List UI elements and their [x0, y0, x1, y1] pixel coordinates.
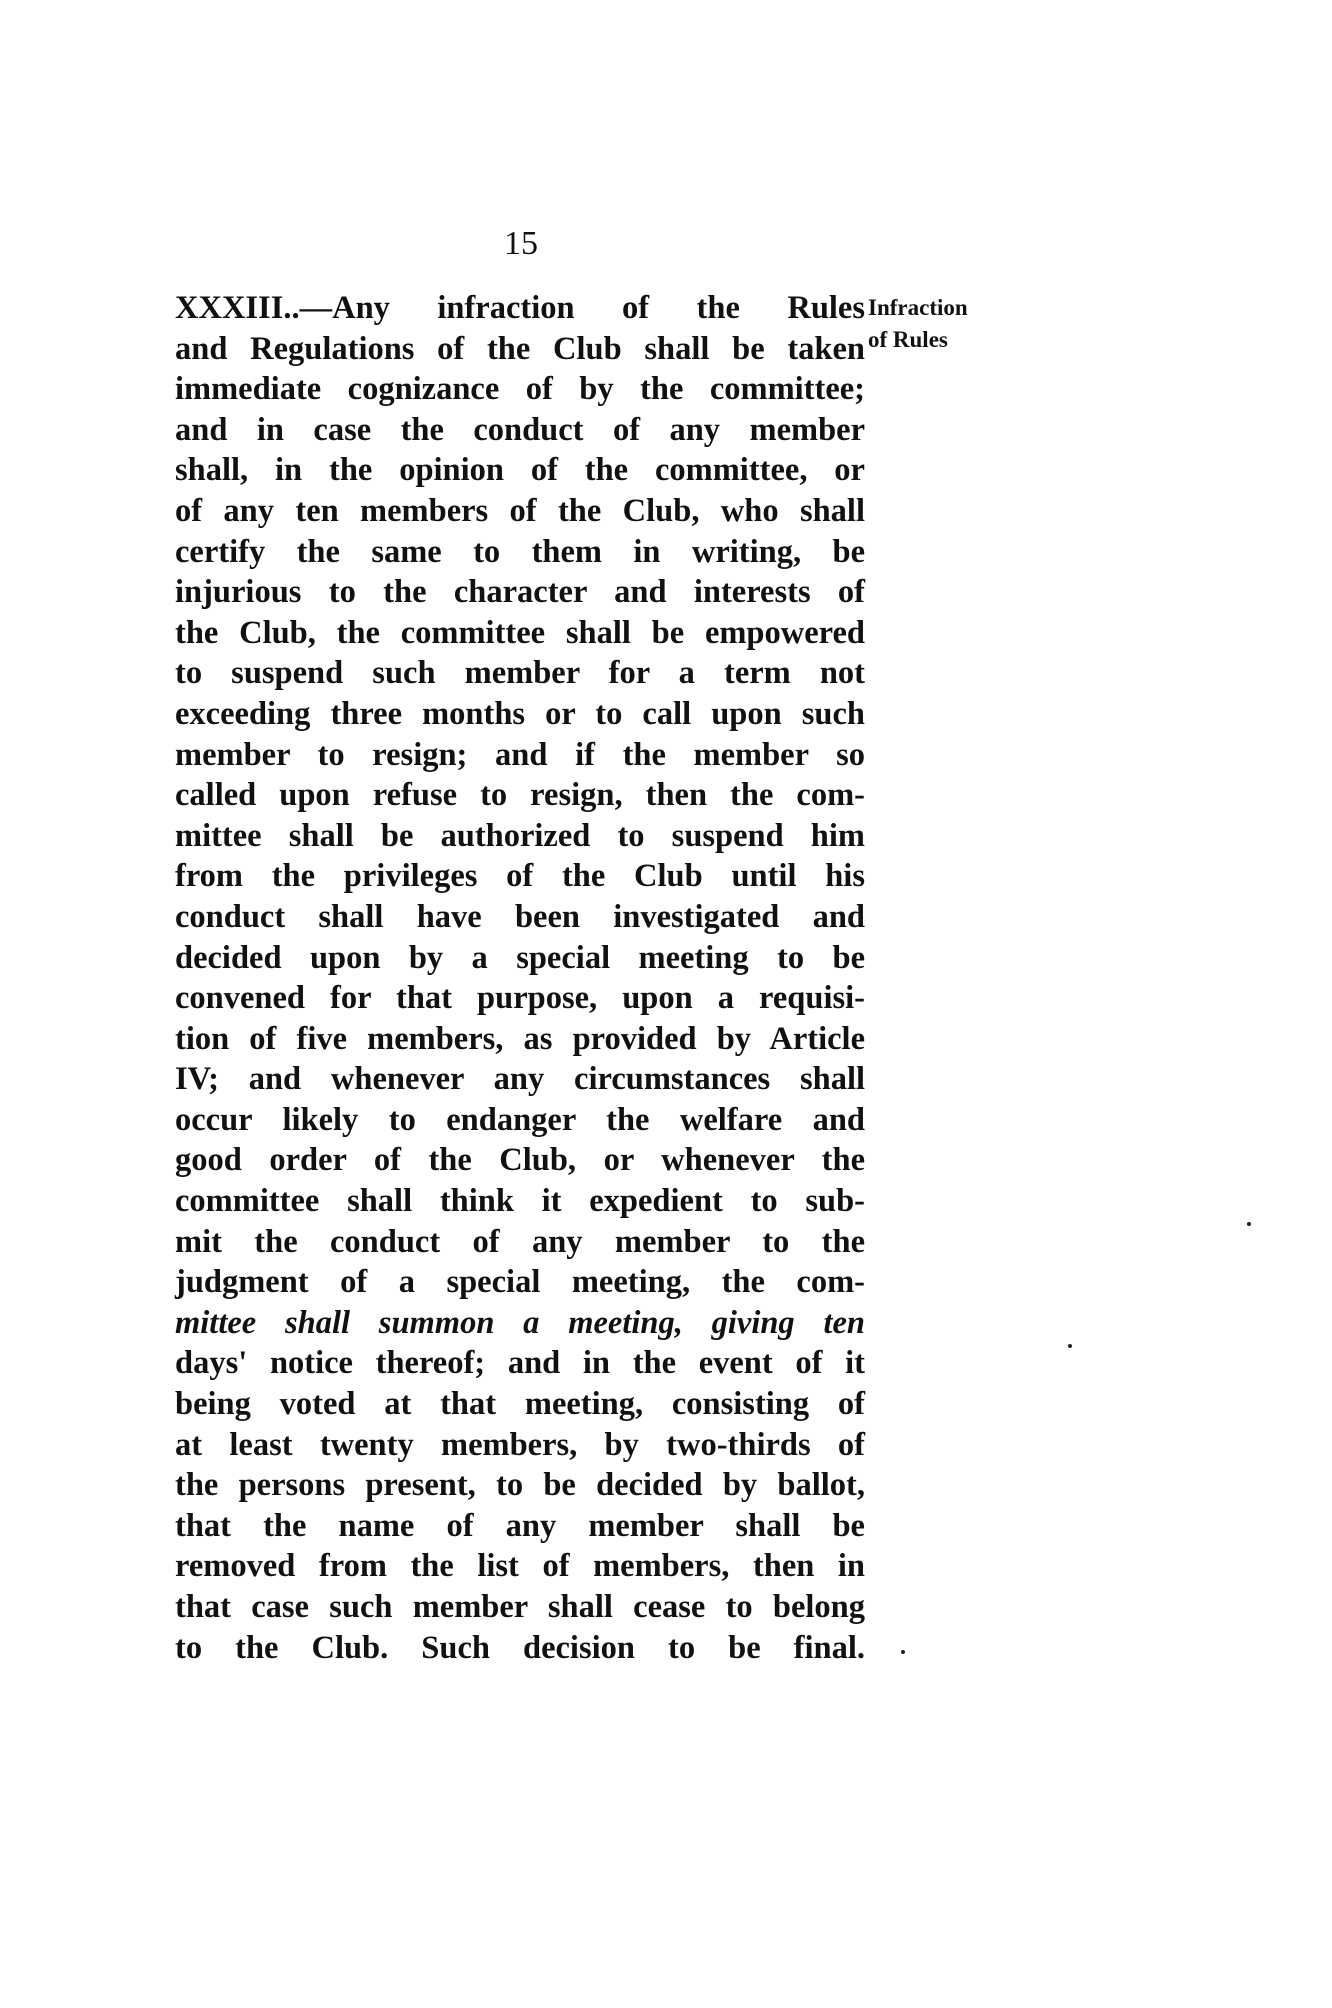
margin-note [868, 292, 968, 356]
text-line: to suspend such member for a term not [175, 655, 865, 692]
margin-note-line-2: of Rules [868, 327, 948, 352]
text-line: and Regulations of the Club shall be taken [175, 330, 865, 367]
text-line: occur likely to endanger the welfare and [175, 1101, 865, 1138]
text-line: at least twenty members, by two-thirds of [175, 1426, 865, 1463]
text-line: conduct shall have been investigated and [175, 898, 865, 935]
scan-speck [1247, 1222, 1251, 1226]
text-line: and in case the conduct of any member [175, 411, 865, 448]
text-line: good order of the Club, or whenever the [175, 1142, 865, 1179]
text-line: XXXIII..—Any infraction of the Rules [175, 290, 865, 326]
text-line: exceeding three months or to call upon such [175, 695, 865, 732]
text-line: mittee shall summon a meeting, giving ten [175, 1304, 865, 1341]
text-line: that the name of any member shall be [175, 1507, 865, 1544]
page-number: 15 [504, 225, 538, 262]
text-line: being voted at that meeting, consisting of [175, 1386, 865, 1423]
text-line: shall, in the opinion of the committee, or [175, 452, 865, 489]
text-line: convened for that purpose, upon a requisi- [175, 980, 865, 1017]
text-line: the Club, the committee shall be empowered [175, 614, 865, 651]
text-line: mittee shall be authorized to suspend him [175, 817, 865, 854]
text-line: that case such member shall cease to belong [175, 1589, 865, 1625]
article-text [175, 288, 865, 1668]
margin-note-line-1: Infraction [868, 295, 968, 320]
text-line: called upon refuse to resign, then the com- [175, 777, 865, 814]
text-line: the persons present, to be decided by ballot, [175, 1467, 865, 1504]
text-line: member to resign; and if the member so [175, 736, 865, 773]
text-line: mit the conduct of any member to the [175, 1223, 865, 1260]
text-line: judgment of a special meeting, the com- [175, 1264, 865, 1301]
text-line: committee shall think it expedient to sub- [175, 1183, 865, 1220]
text-line: to the Club. Such decision to be final. [175, 1629, 865, 1666]
text-line: from the privileges of the Club until his [175, 858, 865, 895]
scan-speck [1068, 1344, 1072, 1348]
text-line: immediate cognizance of by the committee; [175, 371, 865, 408]
text-line: IV; and whenever any circumstances shall [175, 1061, 865, 1098]
text-line: injurious to the character and interests of [175, 574, 865, 611]
text-line: decided upon by a special meeting to be [175, 939, 865, 976]
text-line: tion of five members, as provided by Article [175, 1020, 865, 1057]
text-line: days' notice thereof; and in the event of it [175, 1345, 865, 1382]
text-line: certify the same to them in writing, be [175, 533, 865, 570]
scan-speck [901, 1650, 905, 1654]
text-line: removed from the list of members, then in [175, 1548, 865, 1585]
text-line: of any ten members of the Club, who shall [175, 492, 865, 529]
